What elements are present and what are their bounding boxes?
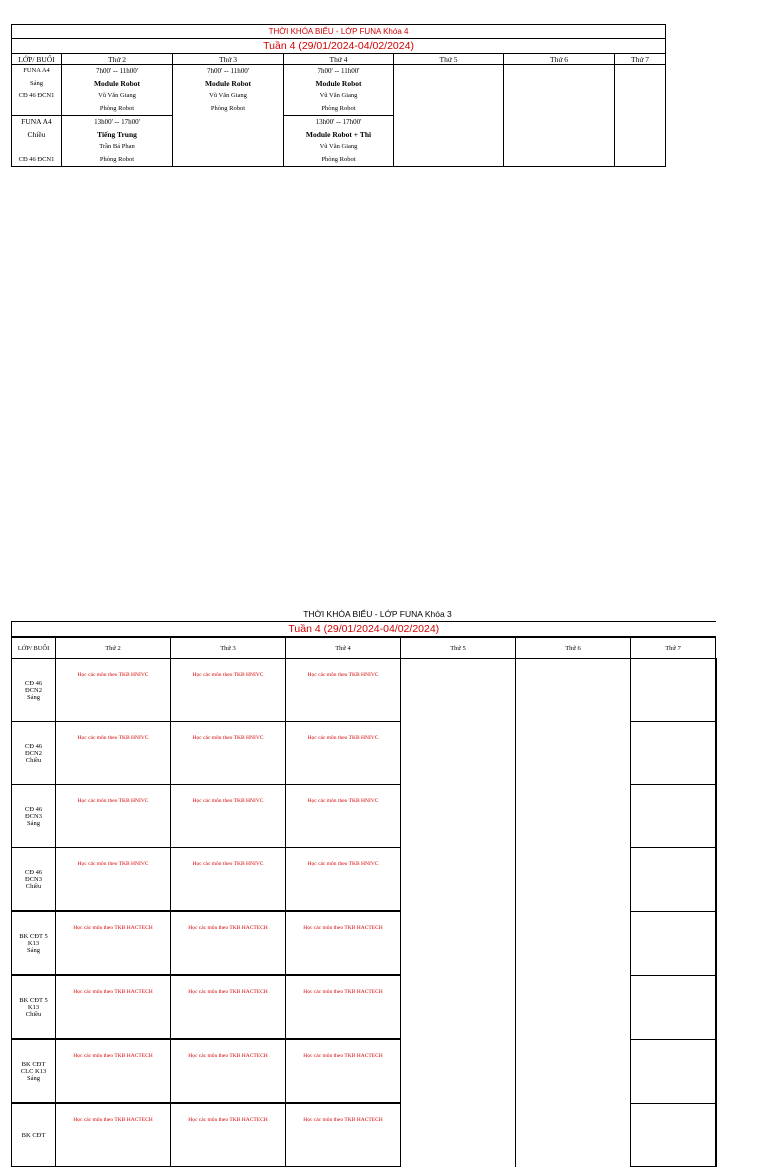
timetable-title: THỜI KHÓA BIỂU - LỚP FUNA Khóa 4 bbox=[12, 25, 666, 39]
subject: Module Robot bbox=[315, 78, 362, 88]
cell-empty bbox=[631, 911, 716, 975]
class-label-line: ĐCN2 bbox=[25, 749, 42, 757]
cell-empty bbox=[401, 1103, 516, 1167]
schedule-note: Học các môn theo TKB HACTECH bbox=[56, 911, 171, 975]
cell-empty bbox=[394, 116, 504, 167]
schedule-note: Học các môn theo TKB HACTECH bbox=[286, 975, 401, 1039]
timetable-k3 bbox=[11, 621, 717, 1167]
cell-empty bbox=[401, 911, 516, 975]
cell-empty bbox=[631, 659, 716, 722]
class-label-line: K13 bbox=[27, 939, 40, 947]
subject: Tiếng Trung bbox=[97, 129, 137, 139]
class-label-line: K13 bbox=[27, 1003, 40, 1011]
class-label-line: CĐ 46 bbox=[24, 805, 43, 813]
cell-empty bbox=[516, 722, 631, 785]
schedule-note: Học các môn theo TKB HACTECH bbox=[56, 975, 171, 1039]
cell-empty bbox=[401, 659, 516, 722]
cell-empty bbox=[401, 848, 516, 912]
schedule-note: Học các môn theo TKB HACTECH bbox=[286, 911, 401, 975]
table-row bbox=[12, 848, 716, 912]
teacher: Vũ Văn Giang bbox=[209, 92, 247, 99]
table-row bbox=[12, 911, 716, 975]
class-label bbox=[12, 911, 56, 975]
cell-empty bbox=[504, 116, 615, 167]
class-label-line: CĐ 46 bbox=[24, 868, 43, 876]
class-label bbox=[12, 1039, 56, 1103]
class-label-line: Sáng bbox=[27, 693, 40, 701]
session: Chiều bbox=[27, 129, 46, 139]
subject: Module Robot bbox=[204, 78, 252, 88]
cell-empty bbox=[631, 785, 716, 848]
room: Phòng Robot bbox=[321, 155, 356, 163]
class-label bbox=[12, 722, 56, 785]
cell-empty bbox=[504, 65, 615, 116]
cell-empty bbox=[516, 785, 631, 848]
teacher: Vũ Văn Giang bbox=[98, 92, 136, 99]
header-wed: Thứ 4 bbox=[284, 54, 394, 65]
schedule-note: Học các môn theo TKB HNIVC bbox=[171, 848, 286, 912]
subject: Module Robot + Thi bbox=[305, 129, 372, 139]
schedule-note: Học các môn theo TKB HACTECH bbox=[56, 1103, 171, 1167]
timetable-k3-title: THỜI KHÓA BIỂU - LỚP FUNA Khóa 3 bbox=[303, 609, 452, 619]
table-row bbox=[12, 659, 716, 722]
room: Phòng Robot bbox=[210, 104, 246, 112]
schedule-note: Học các môn theo TKB HACTECH bbox=[171, 911, 286, 975]
timetable-k4-table bbox=[11, 24, 666, 167]
cell-empty bbox=[631, 722, 716, 785]
room: Phòng Robot bbox=[99, 104, 135, 112]
schedule-note: Học các môn theo TKB HACTECH bbox=[56, 1039, 171, 1103]
header-tue: Thứ 3 bbox=[171, 637, 286, 659]
timetable-k4 bbox=[11, 24, 666, 167]
header-fri: Thứ 6 bbox=[516, 637, 631, 659]
week-range: Tuần 4 (29/01/2024-04/02/2024) bbox=[12, 39, 666, 54]
row-afternoon bbox=[12, 116, 666, 167]
class-label-line: Sáng bbox=[27, 1074, 40, 1082]
schedule-note: Học các môn theo TKB HNIVC bbox=[286, 848, 401, 912]
cell-empty bbox=[516, 848, 631, 912]
header-mon: Thứ 2 bbox=[62, 54, 173, 65]
class-label-line: BK CĐT 5 bbox=[19, 932, 48, 940]
header-tue: Thứ 3 bbox=[173, 54, 284, 65]
header-lop-buoi: LỚP/ BUỔI bbox=[12, 54, 62, 65]
table-row bbox=[12, 1039, 716, 1103]
cell-empty bbox=[401, 1039, 516, 1103]
cell-empty bbox=[615, 116, 666, 167]
cell-empty bbox=[631, 1103, 716, 1167]
schedule-note: Học các môn theo TKB HACTECH bbox=[286, 1103, 401, 1167]
row-morning bbox=[12, 65, 666, 116]
cell-empty bbox=[631, 848, 716, 912]
header-sat: Thứ 7 bbox=[615, 54, 666, 65]
subject: Module Robot bbox=[93, 78, 141, 88]
class-label-line: ĐCN2 bbox=[25, 686, 42, 694]
cell-empty bbox=[516, 659, 631, 722]
schedule-note: Học các môn theo TKB HNIVC bbox=[286, 722, 401, 785]
cell-empty bbox=[631, 1039, 716, 1103]
class-label bbox=[12, 659, 56, 722]
class-label bbox=[12, 785, 56, 848]
schedule-note: Học các môn theo TKB HNIVC bbox=[171, 722, 286, 785]
schedule-note: Học các môn theo TKB HNIVC bbox=[56, 722, 171, 785]
table-row bbox=[12, 1103, 716, 1167]
session: Sáng bbox=[30, 79, 43, 87]
cell-empty bbox=[516, 1103, 631, 1167]
time-slot: 7h00' -- 11h00' bbox=[207, 67, 249, 75]
class-label-line: BK CĐT bbox=[21, 1131, 46, 1139]
class-label-line: Chiều bbox=[25, 1010, 42, 1018]
schedule-note: Học các môn theo TKB HACTECH bbox=[171, 1103, 286, 1167]
cell-empty bbox=[401, 785, 516, 848]
room: Phòng Robot bbox=[321, 104, 356, 112]
schedule-note: Học các môn theo TKB HNIVC bbox=[56, 785, 171, 848]
schedule-note: Học các môn theo TKB HACTECH bbox=[286, 1039, 401, 1103]
class-code: CĐ 46 ĐCN1 bbox=[18, 155, 55, 163]
class-label-line: CLC K13 bbox=[20, 1067, 47, 1075]
header-lop-buoi: LỚP/ BUỔI bbox=[12, 637, 56, 659]
teacher: Vũ Văn Giang bbox=[319, 143, 358, 150]
header-thu: Thứ 5 bbox=[394, 54, 504, 65]
time-slot: 7h00' -- 11h00' bbox=[317, 67, 360, 75]
class-label-line: BK CĐT bbox=[21, 1060, 46, 1068]
teacher: Trần Bá Phan bbox=[99, 143, 135, 150]
header-wed: Thứ 4 bbox=[286, 637, 401, 659]
schedule-note: Học các môn theo TKB HNIVC bbox=[286, 659, 401, 722]
class-name: FUNA A4 bbox=[23, 67, 50, 74]
table-row bbox=[12, 975, 716, 1039]
schedule-note: Học các môn theo TKB HACTECH bbox=[171, 975, 286, 1039]
class-label-line: ĐCN3 bbox=[25, 812, 42, 820]
schedule-note: Học các môn theo TKB HNIVC bbox=[286, 785, 401, 848]
cell-empty bbox=[615, 65, 666, 116]
cell-empty bbox=[516, 975, 631, 1039]
class-label-line: ĐCN3 bbox=[25, 875, 42, 883]
header-thu: Thứ 5 bbox=[401, 637, 516, 659]
timetable-k3-table bbox=[11, 621, 717, 1167]
class-label-line: Chiều bbox=[25, 756, 42, 764]
class-label-line: BK CĐT 5 bbox=[19, 996, 48, 1004]
time-slot: 13h00' -- 17h00' bbox=[94, 118, 140, 126]
header-mon: Thứ 2 bbox=[56, 637, 171, 659]
teacher: Vũ Văn Giang bbox=[319, 92, 358, 99]
schedule-note: Học các môn theo TKB HNIVC bbox=[56, 848, 171, 912]
class-label-line: Chiều bbox=[25, 882, 42, 890]
cell-empty bbox=[631, 975, 716, 1039]
class-label-line: Sáng bbox=[27, 819, 40, 827]
time-slot: 7h00' -- 11h00' bbox=[96, 67, 138, 75]
week-range: Tuần 4 (29/01/2024-04/02/2024) bbox=[12, 622, 716, 638]
schedule-note: Học các môn theo TKB HACTECH bbox=[171, 1039, 286, 1103]
header-sat: Thứ 7 bbox=[631, 637, 716, 659]
schedule-note: Học các môn theo TKB HNIVC bbox=[171, 785, 286, 848]
room: Phòng Robot bbox=[99, 155, 135, 163]
class-label bbox=[12, 1103, 56, 1167]
table-row bbox=[12, 722, 716, 785]
class-label bbox=[12, 975, 56, 1039]
class-name: FUNA A4 bbox=[21, 117, 52, 126]
class-label-line: CĐ 46 bbox=[24, 679, 43, 687]
cell-empty bbox=[516, 1039, 631, 1103]
cell-empty bbox=[173, 116, 284, 167]
class-code: CĐ 46 ĐCN1 bbox=[18, 92, 55, 99]
cell-empty bbox=[516, 911, 631, 975]
class-label-line: CĐ 46 bbox=[24, 742, 43, 750]
time-slot: 13h00' -- 17h00' bbox=[315, 118, 362, 126]
schedule-note: Học các môn theo TKB HNIVC bbox=[56, 659, 171, 722]
table-row bbox=[12, 785, 716, 848]
class-label-line: Sáng bbox=[27, 946, 40, 954]
header-fri: Thứ 6 bbox=[504, 54, 615, 65]
class-label bbox=[12, 848, 56, 912]
cell-empty bbox=[401, 722, 516, 785]
schedule-note: Học các môn theo TKB HNIVC bbox=[171, 659, 286, 722]
cell-empty bbox=[394, 65, 504, 116]
cell-empty bbox=[401, 975, 516, 1039]
